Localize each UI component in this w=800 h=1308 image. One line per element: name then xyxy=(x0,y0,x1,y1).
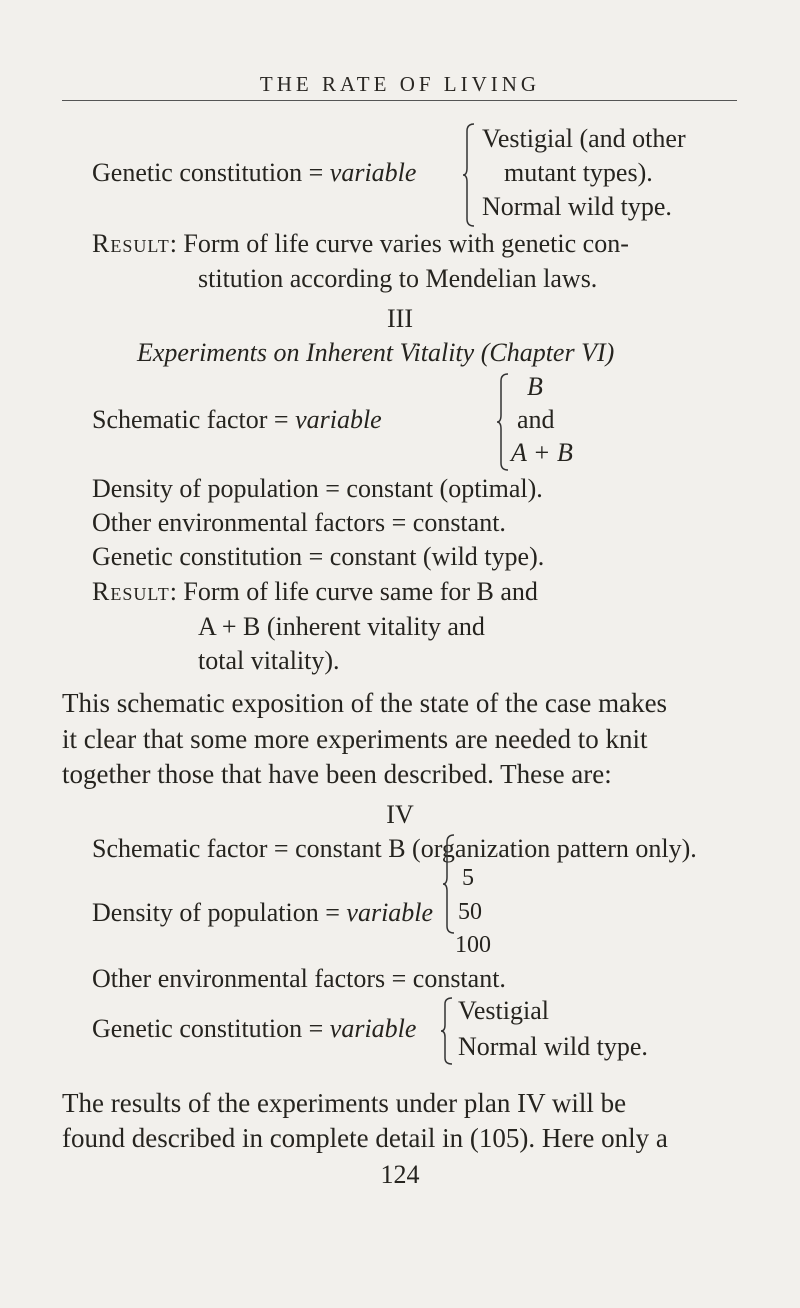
genetic-left-text: Genetic constitution = xyxy=(92,158,330,187)
brace-icon xyxy=(440,996,454,1066)
genetic-variable-label xyxy=(92,1014,416,1044)
paragraph-2-line-1: The results of the experiments under plan IV will be xyxy=(62,1088,627,1118)
running-header: THE RATE OF LIVING xyxy=(259,72,541,96)
section-numeral-iv: IV xyxy=(386,800,414,829)
result-iii-text-1: : Form of life curve same for B and xyxy=(169,577,538,606)
factor-variable-text: variable xyxy=(295,405,382,434)
section-numeral-iii: III xyxy=(387,304,413,333)
genetic-iv-left-text: Genetic constitution = xyxy=(92,1014,330,1043)
schematic-factor-label xyxy=(92,405,382,435)
section-iii-title: Experiments on Inherent Vitality (Chapter VI) xyxy=(137,338,615,367)
brace-icon xyxy=(462,122,476,228)
genetic-option-vestigial: Vestigial xyxy=(458,996,549,1025)
density-option-100: 100 xyxy=(455,932,491,958)
genetic-constant-line: Genetic constitution = constant (wild type). xyxy=(92,542,545,571)
header-rule xyxy=(62,100,737,101)
other-env-iv-line: Other environmental factors = constant. xyxy=(92,964,506,993)
result-iii-line-1 xyxy=(92,577,538,607)
genetic-iv-variable-text: variable xyxy=(329,1014,417,1043)
result-line-1 xyxy=(92,229,629,259)
option-mutant: mutant types). xyxy=(504,158,653,187)
factor-option-b: B xyxy=(527,372,543,401)
density-option-50: 50 xyxy=(458,899,482,925)
factor-left-text: Schematic factor = xyxy=(92,405,296,434)
paragraph-1-line-1: This schematic exposition of the state of the case makes xyxy=(62,688,668,718)
option-normal: Normal wild type. xyxy=(482,192,672,221)
schematic-factor-constant-line: Schematic factor = constant B (organization pattern only). xyxy=(92,834,697,863)
other-env-line: Other environmental factors = constant. xyxy=(92,508,506,537)
brace-icon xyxy=(442,833,456,935)
paragraph-2-line-2: found described in complete detail in (105). Here only a xyxy=(62,1123,668,1153)
brace-icon xyxy=(496,372,510,472)
factor-option-and: and xyxy=(517,405,555,434)
result-iii-line-2: A + B (inherent vitality and xyxy=(198,612,485,641)
density-line: Density of population = constant (optimal). xyxy=(92,474,543,503)
result-iii-line-3: total vitality). xyxy=(198,646,340,675)
genetic-constitution-label xyxy=(92,158,416,188)
result-label: Result xyxy=(92,229,170,258)
result-text-1: : Form of life curve varies with genetic con- xyxy=(169,229,629,258)
paragraph-1-line-3: together those that have been described. These are: xyxy=(62,759,612,789)
page-number: 124 xyxy=(380,1160,420,1189)
result-label: Result xyxy=(92,577,170,606)
genetic-variable-text: variable xyxy=(329,158,417,187)
density-left-text: Density of population = xyxy=(92,898,347,927)
density-variable-label xyxy=(92,898,433,928)
genetic-option-normal: Normal wild type. xyxy=(458,1032,648,1061)
result-line-2: stitution according to Mendelian laws. xyxy=(198,264,598,293)
density-variable-text: variable xyxy=(346,898,434,927)
density-option-5: 5 xyxy=(462,865,474,891)
paragraph-1-line-2: it clear that some more experiments are needed to knit xyxy=(62,724,648,754)
option-vestigial: Vestigial (and other xyxy=(482,124,686,153)
factor-option-a-plus-b: A + B xyxy=(511,438,573,467)
